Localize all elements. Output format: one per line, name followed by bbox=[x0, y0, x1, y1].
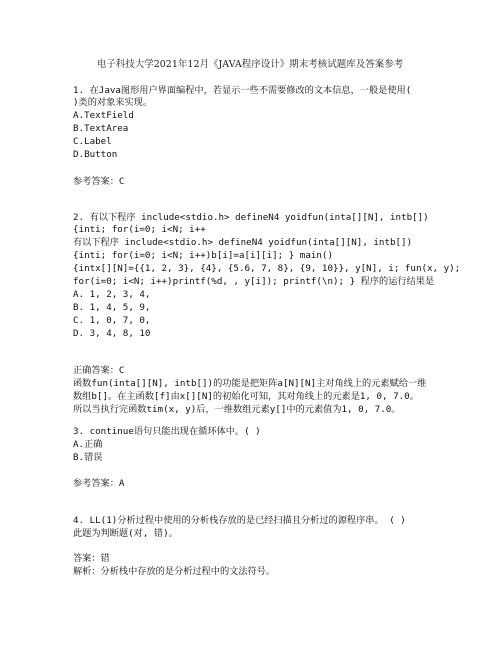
q2-line-6: for(i=0; i<N; i++)printf(%d, , y[i]); printf(\n); } 程序的运行结果是 bbox=[73, 276, 435, 287]
q1-stem-line-1: 1. 在Java图形用户界面编程中，若显示一些不需要修改的文本信息，一般是使用( bbox=[73, 85, 412, 96]
q2-explain-line-1: 函数fun(inta[][N], intb[])的功能是把矩阵a[N][N]主对角线上的元素赋给一维 bbox=[73, 378, 427, 389]
q2-line-2: {inti; for(i=0; i<N; i++ bbox=[73, 224, 206, 235]
q2-option-d: D. 3, 4, 8, 10 bbox=[73, 328, 151, 339]
q3-stem: 3. continue语句只能出现在循环体中。( ) bbox=[73, 426, 261, 437]
q3-answer: 参考答案：A bbox=[73, 478, 125, 489]
q2-answer: 正确答案：C bbox=[73, 365, 125, 376]
document-title: 电子科技大学2021年12月《JAVA程序设计》期末考核试题库及答案参考 bbox=[96, 59, 404, 70]
q2-explain-line-3: 所以当执行完函数tim(x, y)后，一维数组元素y[]中的元素值为1, 0, 7.0。 bbox=[73, 404, 401, 415]
q4-answer: 答案：错 bbox=[73, 553, 110, 564]
q2-option-b: B. 1, 4, 5, 9, bbox=[73, 302, 151, 313]
q1-stem-line-2: )类的对象来实现。 bbox=[73, 97, 153, 108]
q1-option-c: C.Label bbox=[73, 136, 112, 147]
q4-explanation: 解析：分析栈中存放的是分析过程中的文法符号。 bbox=[73, 566, 276, 577]
q2-explain-line-2: 数组b[]。在主函数[f]由x[][N]的初始化可知，其对角线上的元素是1, 0, 7.0。 bbox=[73, 391, 419, 402]
q2-line-4: {inti; for(i=0; i<N; i++)b[i]=a[i][i]; } main() bbox=[73, 250, 333, 261]
q4-stem-line-2: 此题为判断题(对, 错)。 bbox=[73, 528, 178, 539]
q4-stem-line-1: 4. LL(1)分析过程中使用的分析栈存放的是已经扫描且分析过的源程序串。 ( ) bbox=[73, 515, 406, 526]
q3-option-b: B.错误 bbox=[73, 452, 103, 463]
q3-option-a: A.正确 bbox=[73, 439, 103, 450]
q1-answer: 参考答案：C bbox=[73, 176, 125, 187]
q1-option-a: A.TextField bbox=[73, 110, 134, 121]
q2-line-5: {intx[][N]={{1, 2, 3}, {4}, {5.6, 7, 8}, {9, 10}}, y[N], i; fun(x, y); bbox=[73, 263, 461, 274]
q2-option-c: C. 1, 0, 7, 0, bbox=[73, 315, 151, 326]
q2-line-1: 2. 有以下程序 include<stdio.h> defineN4 yoidfun(inta[][N], intb[]) bbox=[73, 212, 429, 223]
q2-option-a: A. 1, 2, 3, 4, bbox=[73, 289, 151, 300]
q1-option-b: B.TextArea bbox=[73, 123, 129, 134]
q2-line-3: 有以下程序 include<stdio.h> defineN4 yoidfun(inta[][N], intb[]) bbox=[73, 237, 413, 248]
q1-option-d: D.Button bbox=[73, 149, 118, 160]
